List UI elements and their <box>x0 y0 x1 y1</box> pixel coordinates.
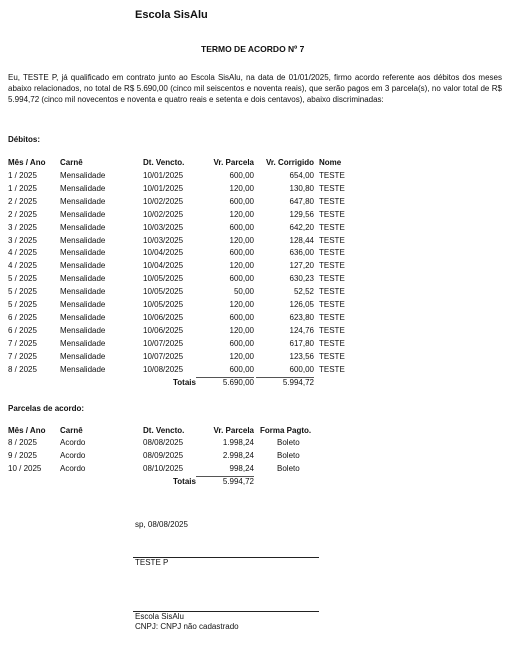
cell-parcela: 600,00 <box>229 338 254 348</box>
cell-forma-pagto: Boleto <box>277 464 300 473</box>
cell-vencto: 10/04/2025 <box>143 261 184 271</box>
cell-corrigido: 130,80 <box>289 183 314 193</box>
cell-mes: 8 / 2025 <box>8 364 37 374</box>
cell-corrigido: 623,80 <box>289 312 314 322</box>
cell-vencto: 10/01/2025 <box>143 183 184 193</box>
document-title: TERMO DE ACORDO Nº 7 <box>201 44 305 54</box>
cell-carne: Mensalidade <box>60 287 106 297</box>
table-row <box>0 463 512 475</box>
cell-nome: TESTE <box>319 171 345 180</box>
col-header-mes: Mês / Ano <box>8 426 46 435</box>
cell-nome: TESTE <box>319 261 345 271</box>
debitos-total-corrigido: 5.994,72 <box>282 378 314 387</box>
cell-vencto: 10/06/2025 <box>143 325 184 335</box>
cell-vencto: 08/08/2025 <box>143 438 184 447</box>
cell-parcela: 120,00 <box>229 351 254 361</box>
table-row <box>0 437 512 449</box>
parcelas-totals-row <box>0 476 512 488</box>
table-row <box>0 209 512 221</box>
company-signature-name: Escola SisAlu <box>135 612 184 621</box>
cell-mes: 6 / 2025 <box>8 312 37 322</box>
table-row <box>0 286 512 298</box>
cell-corrigido: 654,00 <box>289 171 314 180</box>
table-row <box>0 235 512 247</box>
table-row <box>0 196 512 208</box>
cell-parcela: 600,00 <box>229 171 254 180</box>
cell-nome: TESTE <box>319 248 345 258</box>
table-row <box>0 183 512 195</box>
col-header-forma-pagto: Forma Pagto. <box>260 426 312 435</box>
cell-nome: TESTE <box>319 351 345 361</box>
cell-parcela: 998,24 <box>229 464 254 473</box>
cell-carne: Mensalidade <box>60 235 106 245</box>
cell-vencto: 08/10/2025 <box>143 464 184 473</box>
cell-nome: TESTE <box>319 235 345 245</box>
cell-parcela: 600,00 <box>229 364 254 374</box>
cell-corrigido: 642,20 <box>289 222 314 232</box>
table-row <box>0 338 512 350</box>
parcelas-table-header <box>0 425 512 437</box>
cell-forma-pagto: Boleto <box>277 438 300 447</box>
cell-carne: Acordo <box>60 451 86 460</box>
table-row <box>0 351 512 363</box>
cell-carne: Mensalidade <box>60 196 106 206</box>
cell-mes: 4 / 2025 <box>8 248 37 258</box>
cell-carne: Acordo <box>60 464 86 473</box>
cell-parcela: 120,00 <box>229 183 254 193</box>
cell-corrigido: 600,00 <box>289 364 314 374</box>
cell-corrigido: 123,56 <box>289 351 314 361</box>
parcelas-section-label: Parcelas de acordo: <box>8 404 85 413</box>
cell-corrigido: 128,44 <box>289 235 314 245</box>
debitos-table-header <box>0 157 512 169</box>
cell-mes: 5 / 2025 <box>8 274 37 284</box>
cell-mes: 1 / 2025 <box>8 183 37 193</box>
table-row <box>0 273 512 285</box>
cell-mes: 5 / 2025 <box>8 300 37 309</box>
cell-carne: Mensalidade <box>60 364 106 374</box>
table-row <box>0 364 512 376</box>
col-header-carne: Carnê <box>60 158 83 167</box>
cell-vencto: 10/08/2025 <box>143 364 184 374</box>
cell-nome: TESTE <box>319 183 345 193</box>
debitos-total-parcela: 5.690,00 <box>222 378 254 387</box>
cell-parcela: 600,00 <box>229 222 254 232</box>
cell-vencto: 10/05/2025 <box>143 300 184 309</box>
cell-mes: 6 / 2025 <box>8 325 37 335</box>
table-row <box>0 222 512 234</box>
parcelas-totals-label: Totais <box>173 477 196 486</box>
cell-mes: 3 / 2025 <box>8 222 37 232</box>
cell-parcela: 600,00 <box>229 248 254 258</box>
cell-nome: TESTE <box>319 300 345 309</box>
cell-vencto: 10/02/2025 <box>143 209 184 219</box>
col-header-vencto: Dt. Vencto. <box>143 158 185 167</box>
cell-vencto: 10/01/2025 <box>143 171 184 180</box>
cell-vencto: 10/03/2025 <box>143 222 184 232</box>
cell-corrigido: 636,00 <box>289 248 314 258</box>
cell-nome: TESTE <box>319 338 345 348</box>
cell-mes: 7 / 2025 <box>8 338 37 348</box>
cell-parcela: 120,00 <box>229 261 254 271</box>
cell-vencto: 10/07/2025 <box>143 338 184 348</box>
cell-forma-pagto: Boleto <box>277 451 300 460</box>
debitos-totals-row <box>0 377 512 389</box>
place-date: sp, 08/08/2025 <box>135 520 188 529</box>
cell-corrigido: 129,56 <box>289 209 314 219</box>
col-header-nome: Nome <box>319 158 342 167</box>
cell-carne: Mensalidade <box>60 222 106 232</box>
cell-parcela: 120,00 <box>229 300 254 309</box>
col-header-parcela: Vr. Parcela <box>213 426 254 435</box>
col-header-parcela: Vr. Parcela <box>213 158 254 167</box>
col-header-corrigido: Vr. Corrigido <box>265 158 314 167</box>
cell-carne: Acordo <box>60 438 86 447</box>
cell-nome: TESTE <box>319 364 345 374</box>
cell-nome: TESTE <box>319 312 345 322</box>
table-row <box>0 260 512 272</box>
cell-nome: TESTE <box>319 222 345 232</box>
debitos-section-label: Débitos: <box>8 135 40 144</box>
cell-vencto: 10/06/2025 <box>143 312 184 322</box>
cell-nome: TESTE <box>319 196 345 206</box>
cell-corrigido: 617,80 <box>289 338 314 348</box>
cell-carne: Mensalidade <box>60 351 106 361</box>
signer-name: TESTE P <box>135 558 169 567</box>
cell-parcela: 2.998,24 <box>222 451 254 460</box>
cell-nome: TESTE <box>319 274 345 284</box>
cell-carne: Mensalidade <box>60 338 106 348</box>
cell-parcela: 600,00 <box>229 274 254 284</box>
table-row <box>0 170 512 182</box>
cell-corrigido: 124,76 <box>289 325 314 335</box>
cell-carne: Mensalidade <box>60 274 106 284</box>
cell-parcela: 600,00 <box>229 312 254 322</box>
table-row <box>0 325 512 337</box>
cell-parcela: 50,00 <box>233 287 254 297</box>
cell-parcela: 120,00 <box>229 209 254 219</box>
cell-carne: Mensalidade <box>60 183 106 193</box>
cell-mes: 2 / 2025 <box>8 196 37 206</box>
col-header-vencto: Dt. Vencto. <box>143 426 185 435</box>
cell-mes: 10 / 2025 <box>8 464 42 473</box>
parcelas-total-parcela: 5.994,72 <box>222 477 254 486</box>
cell-mes: 7 / 2025 <box>8 351 37 361</box>
cell-nome: TESTE <box>319 209 345 219</box>
cell-mes: 9 / 2025 <box>8 451 37 460</box>
cell-vencto: 10/02/2025 <box>143 196 184 206</box>
cell-nome: TESTE <box>319 287 345 297</box>
cell-mes: 4 / 2025 <box>8 261 37 271</box>
cell-carne: Mensalidade <box>60 171 106 180</box>
col-header-mes: Mês / Ano <box>8 158 46 167</box>
cell-parcela: 1.998,24 <box>222 438 254 447</box>
cell-vencto: 10/04/2025 <box>143 248 184 258</box>
cell-parcela: 120,00 <box>229 325 254 335</box>
cell-vencto: 10/05/2025 <box>143 287 184 297</box>
cell-corrigido: 630,23 <box>289 274 314 284</box>
cell-corrigido: 127,20 <box>289 261 314 271</box>
cell-vencto: 08/09/2025 <box>143 451 184 460</box>
cell-mes: 2 / 2025 <box>8 209 37 219</box>
cell-vencto: 10/03/2025 <box>143 235 184 245</box>
debitos-totals-label: Totais <box>173 378 196 387</box>
cell-corrigido: 126,05 <box>289 300 314 309</box>
cell-parcela: 120,00 <box>229 235 254 245</box>
company-cnpj: CNPJ: CNPJ não cadastrado <box>135 622 239 631</box>
cell-nome: TESTE <box>319 325 345 335</box>
table-row <box>0 312 512 324</box>
cell-carne: Mensalidade <box>60 325 106 335</box>
cell-carne: Mensalidade <box>60 248 106 258</box>
col-header-carne: Carnê <box>60 426 83 435</box>
cell-mes: 3 / 2025 <box>8 235 37 245</box>
cell-carne: Mensalidade <box>60 312 106 322</box>
cell-carne: Mensalidade <box>60 261 106 271</box>
table-row <box>0 247 512 259</box>
cell-parcela: 600,00 <box>229 196 254 206</box>
table-row <box>0 299 512 311</box>
company-name-heading: Escola SisAlu <box>135 9 208 21</box>
cell-mes: 1 / 2025 <box>8 171 37 180</box>
cell-carne: Mensalidade <box>60 300 106 309</box>
cell-vencto: 10/07/2025 <box>143 351 184 361</box>
agreement-paragraph: Eu, TESTE P, já qualificado em contrato junto ao Escola SisAlu, na data de 01/01/2025, firmo acordo referente aos débitos dos meses abaixo relacionados, no total de R$ 5.690,00 (cinco mil seiscentos e noventa reais), que serão pagos em 3 parcela(s), no valor total de R$ 5.994,72 (cinco mil novecentos e noventa e quatro reais e setenta e dois centavos), abaixo discriminadas: <box>8 73 502 104</box>
cell-mes: 5 / 2025 <box>8 287 37 297</box>
table-row <box>0 450 512 462</box>
cell-corrigido: 647,80 <box>289 196 314 206</box>
cell-mes: 8 / 2025 <box>8 438 37 447</box>
cell-corrigido: 52,52 <box>293 287 314 297</box>
cell-vencto: 10/05/2025 <box>143 274 184 284</box>
cell-carne: Mensalidade <box>60 209 106 219</box>
